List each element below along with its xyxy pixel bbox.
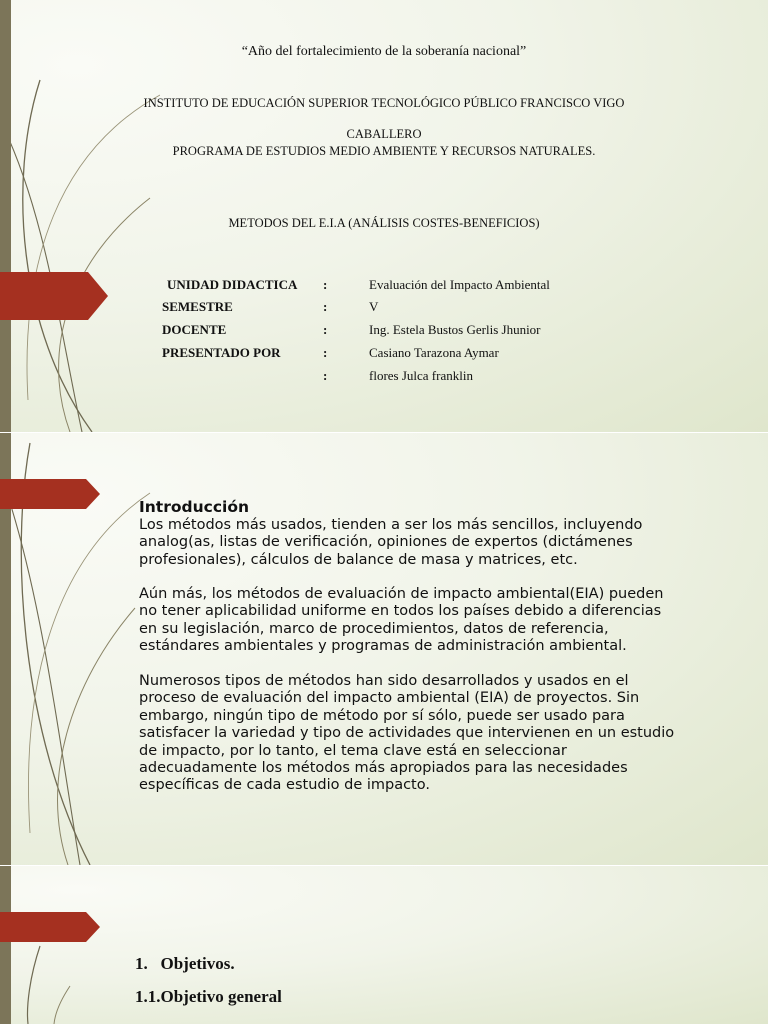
label-docente: DOCENTE	[162, 322, 227, 337]
label-semestre: SEMESTRE	[162, 299, 233, 314]
document-title: METODOS DEL E.I.A (ANÁLISIS COSTES-BENEFICIOS)	[228, 216, 540, 230]
slide-introduction	[0, 433, 768, 865]
intro-paragraph-2: Aún más, los métodos de evaluación de impacto ambiental(EIA) pueden no tener aplicabilidad uniforme en todos los países debido a diferencias en su legislación, marco de procedimientos, datos de referencia, estándares ambientales y programas de administración ambiental.	[139, 586, 664, 655]
program-name: PROGRAMA DE ESTUDIOS MEDIO AMBIENTE Y RECURSOS NATURALES.	[172, 144, 596, 158]
colon: :	[323, 277, 328, 292]
objectives-heading: 1. Objetivos.	[135, 954, 235, 973]
intro-paragraph-3: Numerosos tipos de métodos han sido desarrollados y usados en el proceso de evaluación del impacto ambiental (EIA) de proyectos. Sin embargo, ningún tipo de método por sí sólo, puede ser usado para satisfacer la variedad y tipo de actividades que intervienen en un estudio de impacto, por lo tanto, el tema clave está en seleccionar adecuadamente los métodos más apropiados para las necesidades específicas de cada estudio de impacto.	[139, 673, 675, 794]
value-unidad: Evaluación del Impacto Ambiental	[369, 277, 550, 292]
colon: :	[323, 345, 328, 360]
value-semestre: V	[369, 299, 379, 314]
intro-heading: Introducción	[139, 498, 250, 516]
slide-objectives	[0, 866, 768, 1024]
institute-name-line1: INSTITUTO DE EDUCACIÓN SUPERIOR TECNOLÓGICO PÚBLICO FRANCISCO VIGO	[143, 96, 625, 110]
label-unidad: UNIDAD DIDACTICA	[167, 277, 298, 292]
sidebar-stripe	[0, 866, 11, 1024]
value-docente: Ing. Estela Bustos Gerlis Jhunior	[369, 322, 541, 337]
value-presentado-2: flores Julca franklin	[369, 368, 473, 383]
value-presentado-1: Casiano Tarazona Aymar	[369, 345, 499, 360]
motto: “Año del fortalecimiento de la soberanía nacional”	[241, 44, 527, 59]
accent-arrow-tab	[0, 912, 100, 942]
colon: :	[323, 299, 328, 314]
intro-paragraph-1: Los métodos más usados, tienden a ser los más sencillos, incluyendo analog(as, listas de verificación, opiniones de expertos (dictámenes profesionales), cálculos de balance de masa y matrices, etc.	[139, 517, 643, 568]
accent-arrow-tab	[0, 272, 108, 320]
colon: :	[323, 322, 328, 337]
institute-name-line2: CABALLERO	[346, 127, 422, 141]
slide-title	[0, 0, 768, 432]
label-presentado: PRESENTADO POR	[162, 345, 281, 360]
accent-arrow-tab	[0, 479, 100, 509]
general-objective-heading: 1.1.Objetivo general	[135, 987, 282, 1006]
colon: :	[323, 368, 328, 383]
